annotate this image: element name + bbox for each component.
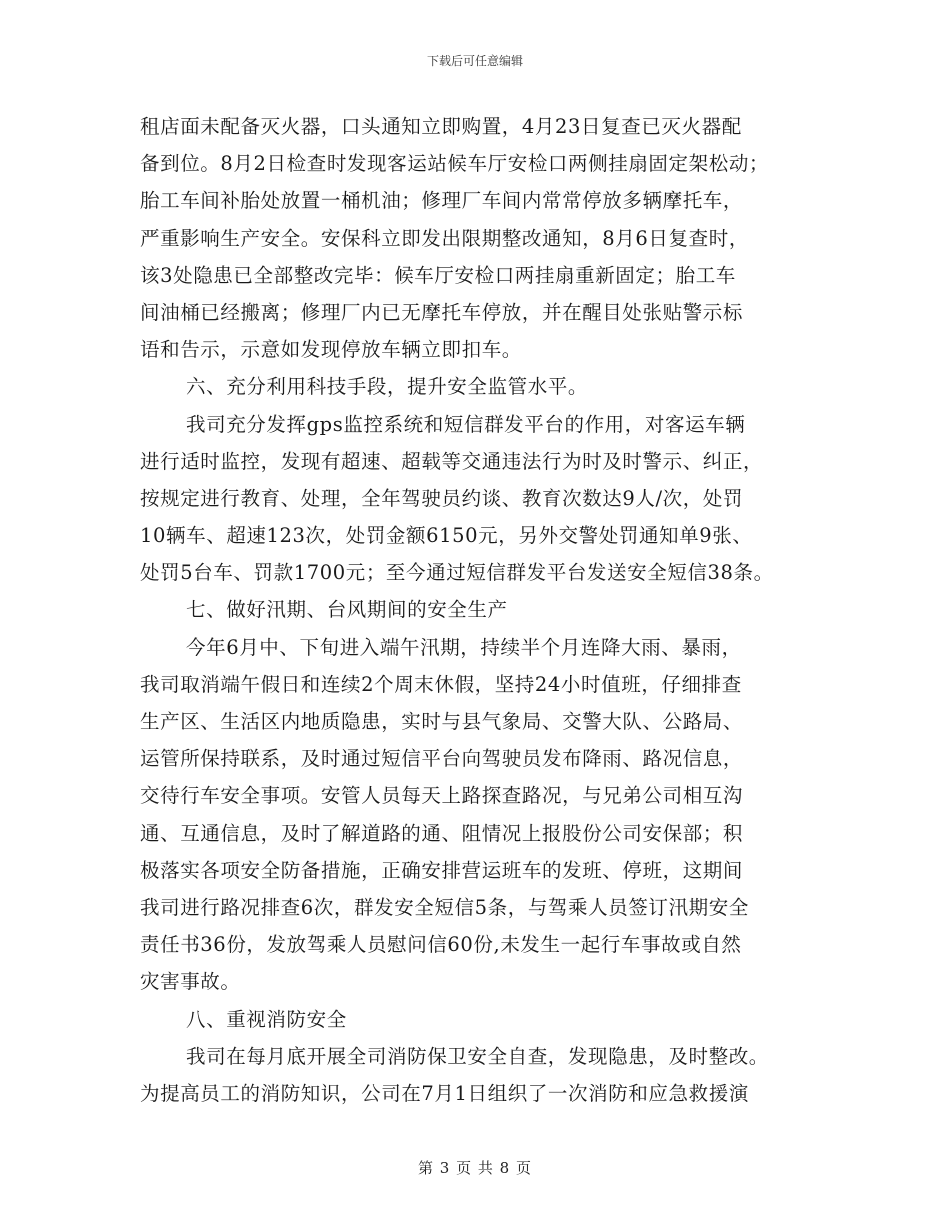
- section-heading: 八、重视消防安全: [186, 1007, 347, 1031]
- text-line: 极落实各项安全防备措施，正确安排营运班车的发班、停班，这期间: [140, 858, 744, 882]
- text-line: 胎工车间补胎处放置一桶机油；修理厂车间内常常停放多辆摩托车，: [140, 189, 744, 213]
- page-number-footer: 第 3 页 共 8 页: [418, 1159, 532, 1177]
- text-line: 生产区、生活区内地质隐患，实时与县气象局、交警大队、公路局、: [140, 710, 744, 733]
- text-line: 租店面未配备灭火器，口头通知立即购置，4月23日复查已灭火器配: [140, 115, 742, 138]
- text-line: 严重影响生产安全。安保科立即发出限期整改通知，8月6日复查时，: [140, 226, 749, 250]
- text-line: 为提高员工的消防知识，公司在7月1日组织了一次消防和应急救援演: [140, 1081, 749, 1105]
- text-line: 通、互通信息，及时了解道路的通、阻情况上报股份公司安保部；积: [140, 821, 744, 845]
- text-line: 交待行车安全事项。安管人员每天上路探查路况，与兄弟公司相互沟: [140, 784, 744, 808]
- text-line: 灾害事故。: [140, 970, 241, 994]
- text-line: 处罚5台车、罚款1700元；至今通过短信群发平台发送安全短信38条。: [140, 561, 774, 585]
- text-line: 该3处隐患已全部整改完毕：候车厅安检口两挂扇重新固定；胎工车: [140, 263, 736, 287]
- text-line: 我司取消端午假日和连续2个周末休假，坚持24小时值班，仔细排查: [140, 672, 742, 696]
- text-line: 备到位。8月2日检查时发现客运站候车厅安检口两侧挂扇固定架松动；: [140, 152, 770, 176]
- text-line: 我司在每月底开展全司消防保卫安全自查，发现隐患，及时整改。: [186, 1044, 769, 1068]
- text-line: 进行适时监控，发现有超速、超载等交通违法行为时及时警示、纠正，: [140, 449, 764, 473]
- text-line: 今年6月中、下旬进入端午汛期，持续半个月连降大雨、暴雨，: [186, 635, 742, 659]
- text-line: 责任书36份，发放驾乘人员慰问信60份,未发生一起行车事故或自然: [140, 933, 742, 957]
- section-heading: 六、充分利用科技手段，提升安全监管水平。: [186, 375, 589, 399]
- section-heading: 七、做好汛期、台风期间的安全生产: [186, 598, 508, 622]
- page-header: 下载后可任意编辑: [426, 54, 523, 68]
- text-line: 10辆车、超速123次，处罚金额6150元，另外交警处罚通知单9张、: [140, 524, 753, 548]
- document-body: [140, 108, 840, 1112]
- text-line: 按规定进行教育、处理，全年驾驶员约谈、教育次数达9人/次，处罚: [140, 486, 744, 510]
- text-line: 运管所保持联系，及时通过短信平台向驾驶员发布降雨、路况信息，: [140, 747, 744, 771]
- text-line: 我司进行路况排查6次，群发安全短信5条，与驾乘人员签订汛期安全: [140, 895, 749, 919]
- text-line: 我司充分发挥gps监控系统和短信群发平台的作用，对客运车辆: [186, 412, 746, 436]
- text-line: 间油桶已经搬离；修理厂内已无摩托车停放，并在醒目处张贴警示标: [140, 300, 744, 324]
- text-line: 语和告示，示意如发现停放车辆立即扣车。: [140, 338, 522, 362]
